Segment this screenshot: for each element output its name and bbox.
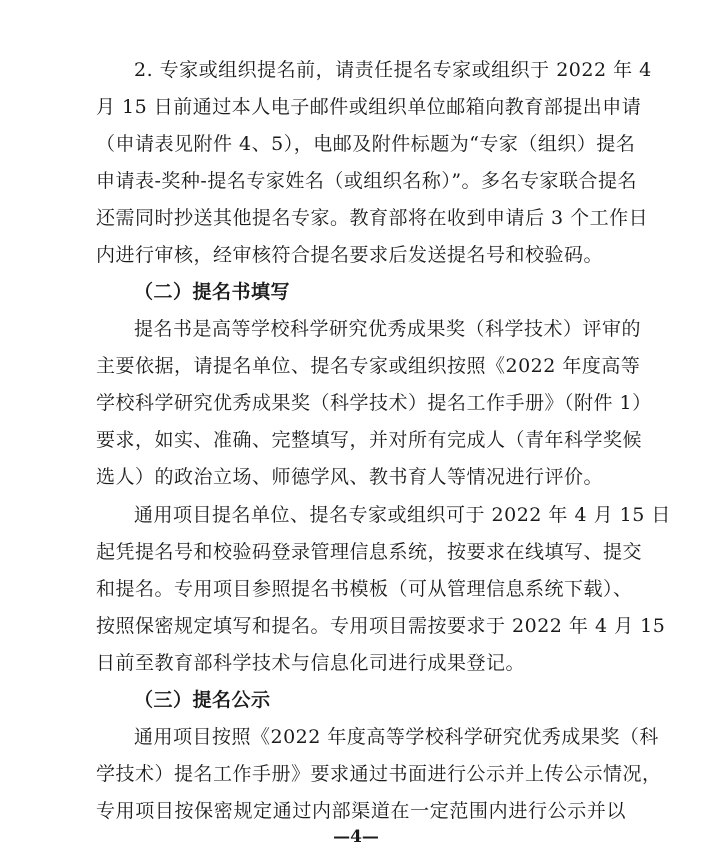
paragraph-2-line-5: 选人）的政治立场、师德学风、教书育人等情况进行评价。 <box>96 466 604 488</box>
paragraph-1-line-1: 2. 专家或组织提名前，请责任提名专家或组织于 2022 年 4 <box>134 59 652 81</box>
paragraph-1-line-5: 还需同时抄送其他提名专家。教育部将在收到申请后 3 个工作日 <box>96 207 649 229</box>
paragraph-3-line-1: 通用项目提名单位、提名专家或组织可于 2022 年 4 月 15 日 <box>134 504 671 526</box>
page-number: —4— <box>333 827 379 847</box>
section-heading-nomination-publicity: （三）提名公示 <box>134 689 271 711</box>
section-heading-nomination-form: （二）提名书填写 <box>134 281 291 303</box>
paragraph-2-line-3: 学校科学研究优秀成果奖（科学技术）提名工作手册》（附件 1） <box>96 392 652 414</box>
paragraph-3-line-4: 按照保密规定填写和提名。专用项目需按要求于 2022 年 4 月 15 <box>96 615 666 637</box>
paragraph-4-line-3: 专用项目按保密规定通过内部渠道在一定范围内进行公示并以 <box>96 800 626 822</box>
paragraph-4-line-1: 通用项目按照《2022 年度高等学校科学研究优秀成果奖（科 <box>134 726 659 748</box>
paragraph-3-line-5: 日前至教育部科学技术与信息化司进行成果登记。 <box>96 652 526 674</box>
paragraph-2-line-2: 主要依据，请提名单位、提名专家或组织按照《2022 年度高等 <box>96 355 641 377</box>
paragraph-1-line-6: 内进行审核，经审核符合提名要求后发送提名号和校验码。 <box>96 244 604 266</box>
paragraph-2-line-1: 提名书是高等学校科学研究优秀成果奖（科学技术）评审的 <box>134 318 642 340</box>
paragraph-4-line-2: 学技术）提名工作手册》要求通过书面进行公示并上传公示情况， <box>96 763 662 785</box>
paragraph-3-line-3: 和提名。专用项目参照提名书模板（可从管理信息系统下载）、 <box>96 578 633 600</box>
paragraph-3-line-2: 起凭提名号和校验码登录管理信息系统，按要求在线填写、提交 <box>96 541 643 563</box>
paragraph-1-line-2: 月 15 日前通过本人电子邮件或组织单位邮箱向教育部提出申请 <box>96 96 642 118</box>
paragraph-1-line-3: （申请表见附件 4、5），电邮及附件标题为“专家（组织）提名 <box>96 133 636 155</box>
paragraph-2-line-4: 要求，如实、准确、完整填写，并对所有完成人（青年科学奖候 <box>96 429 643 451</box>
paragraph-1-line-4: 申请表-奖种-提名专家姓名（或组织名称）”。多名专家联合提名 <box>96 170 638 192</box>
